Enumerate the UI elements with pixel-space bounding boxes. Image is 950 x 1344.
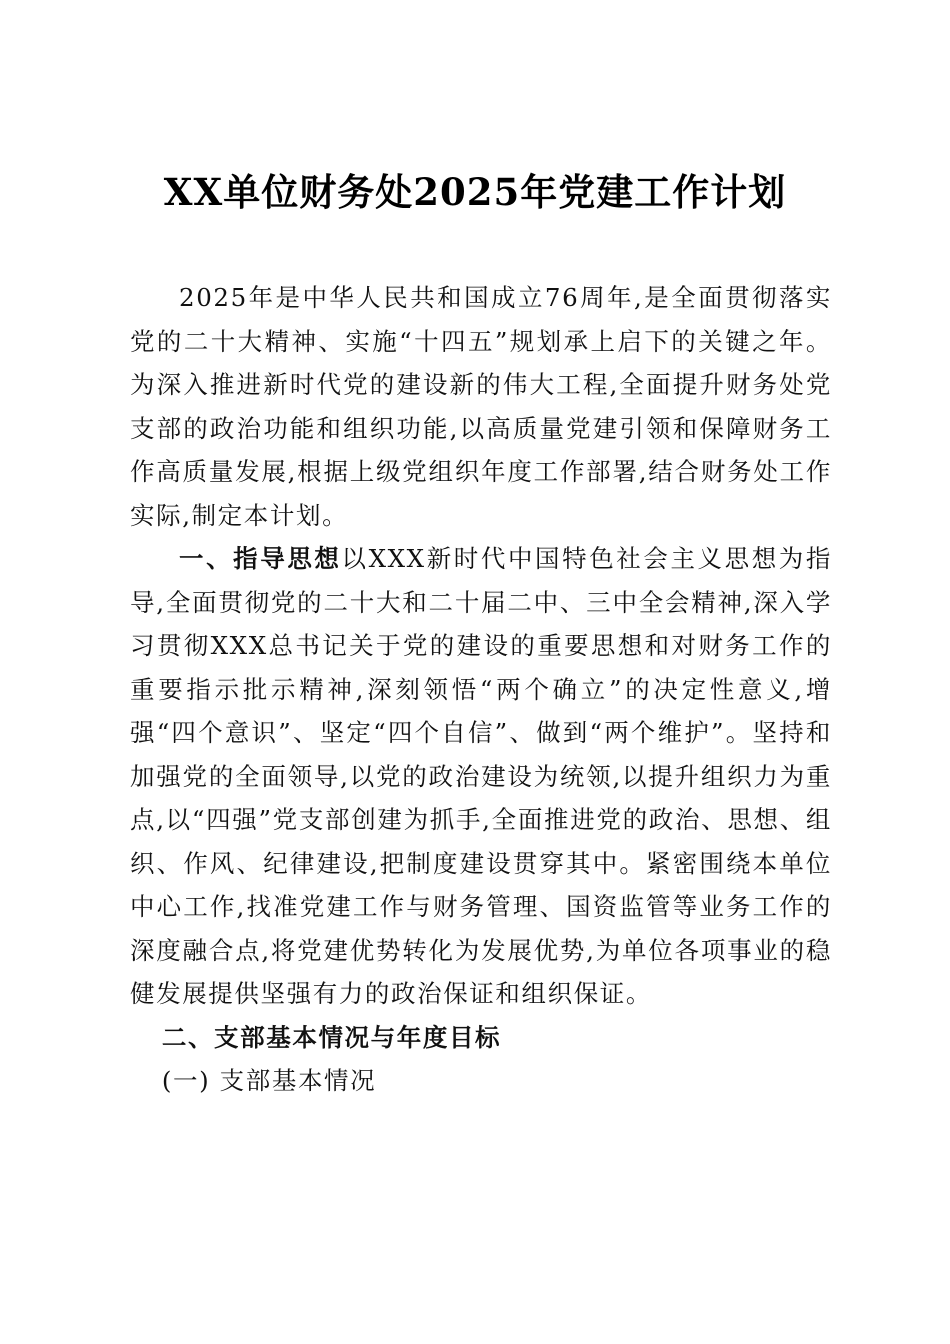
guiding-thought-text: 以XXX新时代中国特色社会主义思想为指导,全面贯彻党的二十大和二十届二中、三中全会精神,深入学习贯彻XXX总书记关于党的建设的重要思想和对财务工作的重要指示批示精神,深刻领悟“两个确立”的决定性意义,增强“四个意识”、坚定“四个自信”、做到“两个维护”。坚持和加强党的全面领导,以党的政治建设为统领,以提升组织力为重点,以“四强”党支部创建为抓手,全面推进党的政治、思想、组织、作风、纪律建设,把制度建设贯穿其中。紧密围绕本单位中心工作,找准党建工作与财务管理、国资监管等业务工作的深度融合点,将党建优势转化为发展优势,为单位各项事业的稳健发展提供坚强有力的政治保证和组织保证。 [130, 544, 832, 1008]
subsection-heading-branch-basics: (一) 支部基本情况 [161, 1066, 377, 1095]
document-title: XX单位财务处2025年党建工作计划 [163, 170, 787, 214]
intro-paragraph: 2025年是中华人民共和国成立76周年,是全面贯彻落实党的二十大精神、实施“十四五”规划承上启下的关键之年。为深入推进新时代党的建设新的伟大工程,全面提升财务处党支部的政治功能和组织功能,以高质量党建引领和保障财务工作高质量发展,根据上级党组织年度工作部署,结合财务处工作实际,制定本计划。 [130, 283, 832, 530]
section-heading-branch-overview: 二、支部基本情况与年度目标 [161, 1022, 502, 1052]
document-body [130, 276, 832, 1103]
section-heading-guiding-thought: 一、指导思想 [179, 544, 342, 573]
guiding-thought-paragraph [130, 537, 832, 1016]
